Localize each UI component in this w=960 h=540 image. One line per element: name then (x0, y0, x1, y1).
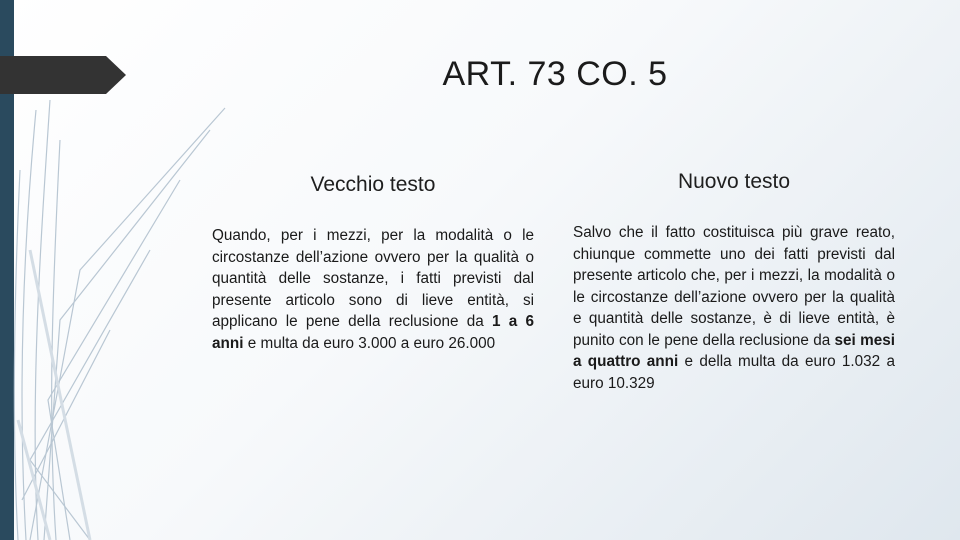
new-text-body (573, 222, 895, 394)
old-text-heading: Vecchio testo (310, 173, 436, 196)
new-text-body-start: Salvo che il fatto costituisca più grave reato, chiunque commette uno dei fatti previsti dal presente articolo che, per i mezzi, la modalità o le circostanze dell’azione ovvero per la qualità e quantità delle sostanze, è di lieve entità, è punito con le pene della reclusione da (573, 224, 895, 349)
new-text-heading: Nuovo testo (677, 170, 791, 193)
old-text-bold-penalty: 1 a 6 anni (212, 313, 535, 352)
old-text-body (212, 225, 534, 354)
old-text-column (212, 170, 534, 354)
new-text-body-end: e della multa da euro 1.032 a euro 10.329 (573, 353, 895, 392)
slide-title: ART. 73 CO. 5 (442, 55, 668, 93)
new-text-column (573, 170, 895, 394)
old-text-body-end: e multa da euro 3.000 a euro 26.000 (243, 334, 496, 352)
title-tab-shape (0, 56, 126, 94)
new-text-bold-penalty: sei mesi a quattro anni (573, 331, 895, 370)
old-text-body-start: Quando, per i mezzi, per la modalità o le circostanze dell’azione ovvero per la qualità o quantità delle sostanze, i fatti previsti dal presente articolo sono di lieve entità, si applicano le pene della reclusione da (212, 227, 534, 330)
